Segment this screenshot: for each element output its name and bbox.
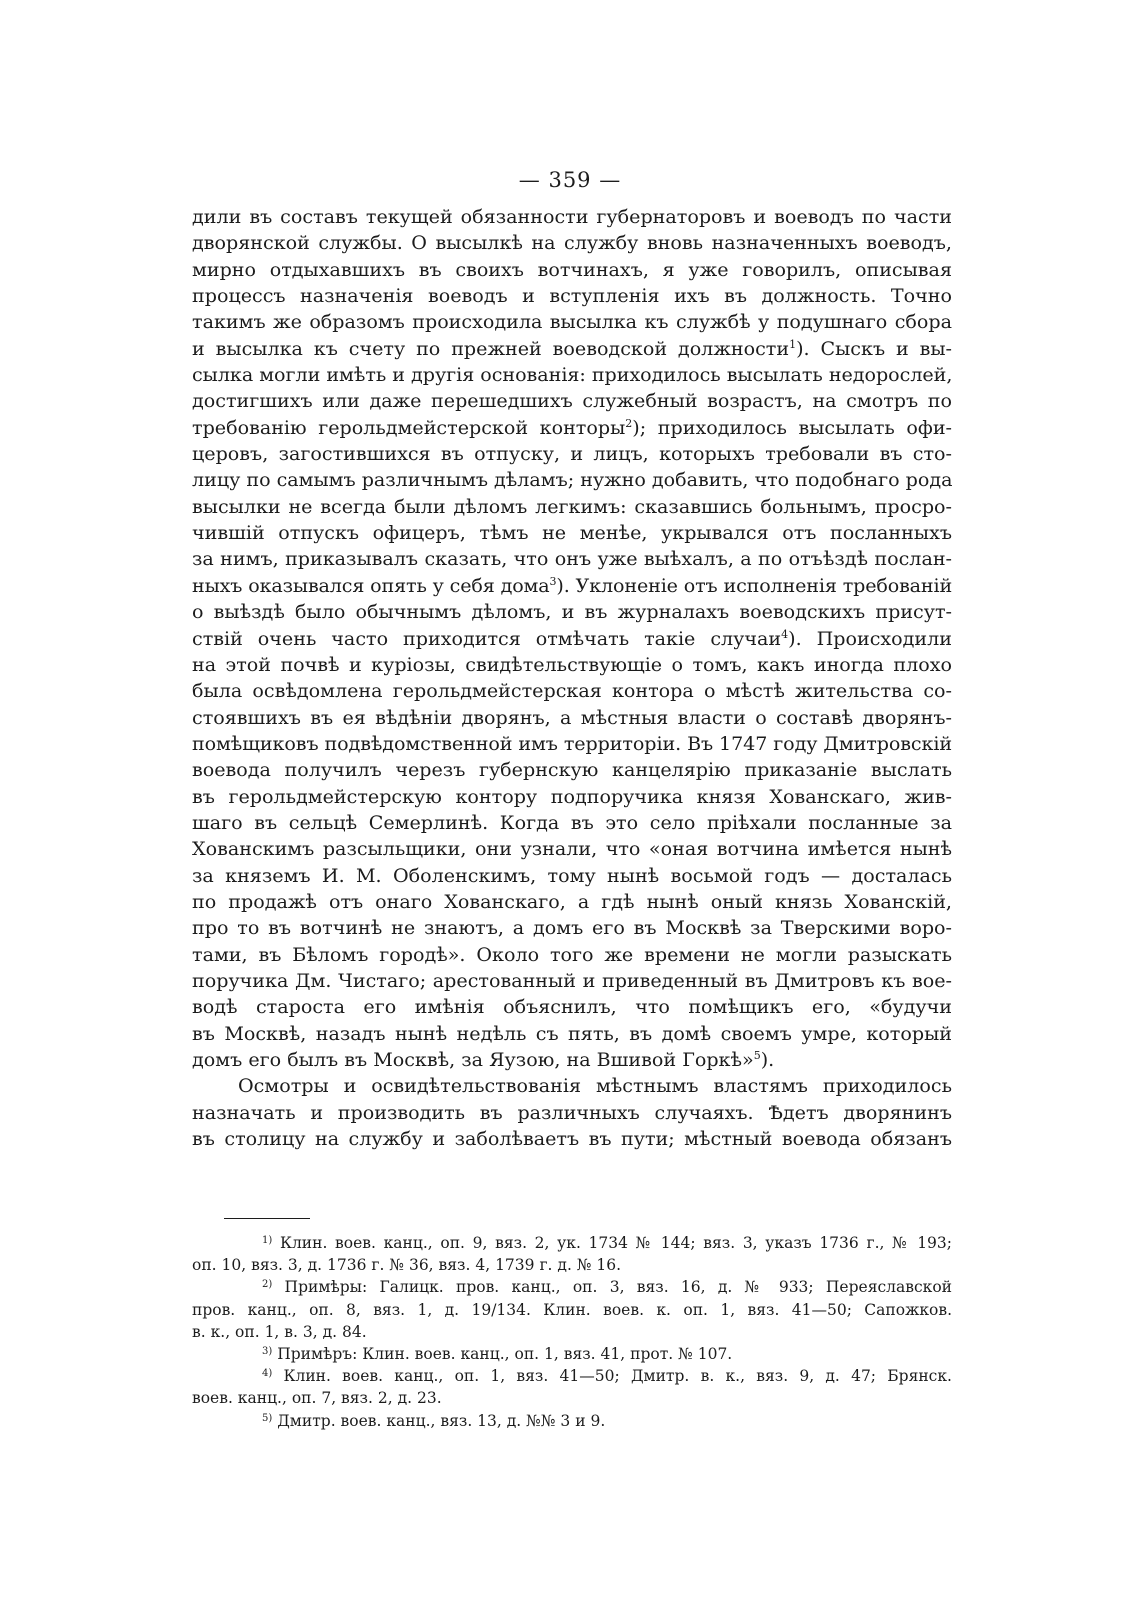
body-text — [192, 204, 952, 1152]
text-line: Хованскимъ разсыльщики, они узнали, что «оная вотчина имѣется нынѣ — [192, 837, 952, 861]
text-line — [192, 626, 952, 652]
footnote-text: Примѣръ: Клин. воев. канц., оп. 1, вяз. 41, прот. № 107. — [277, 1345, 733, 1364]
text-line: высылки не всегда были дѣломъ легкимъ: сказавшись больнымъ, просро- — [192, 494, 952, 518]
text-line: процессъ назначенія воеводъ и вступленія ихъ въ должность. Точно — [192, 284, 952, 308]
text-line: дворянской службы. О высылкѣ на службу вновь назначенныхъ воеводъ, — [192, 231, 952, 255]
footnote-mark: 4) — [262, 1368, 273, 1380]
footnote-line: воев. канц., оп. 7, вяз. 2, д. 23. — [192, 1389, 442, 1408]
text-line: въ Москвѣ, назадъ нынѣ недѣль съ пять, въ домѣ своемъ умре, который — [192, 1021, 952, 1045]
text-run: ). — [760, 1048, 775, 1071]
text-run: ). Уклоненіе отъ исполненія требованій — [556, 573, 953, 597]
footnote-line — [192, 1343, 952, 1365]
text-line: дили въ составъ текущей обязанности губернаторовъ и воеводъ по части — [192, 205, 952, 228]
text-run: домъ его былъ въ Москвѣ, за Яузою, на Вшивой Горкѣ» — [192, 1048, 754, 1071]
footnote-ref: 5 — [753, 1049, 761, 1062]
text-line: назначать и производить въ различныхъ случаяхъ. Ѣдетъ дворянинъ — [192, 1100, 952, 1124]
text-line: чившій отпускъ офицеръ, тѣмъ не менѣе, укрывался отъ посланныхъ — [192, 521, 952, 545]
text-line — [192, 1047, 952, 1073]
text-line: сылка могли имѣть и другія основанія: приходилось высылать недорослей, — [192, 363, 953, 387]
text-line: про то въ вотчинѣ не знаютъ, а домъ его въ Москвѣ за Тверскими воро- — [192, 916, 952, 940]
footnote-text: Примѣры: Галицк. пров. канц., оп. 3, вяз. 16, д. № 933; Переяславской — [284, 1278, 952, 1297]
footnote-mark: 2) — [262, 1279, 273, 1291]
text-line — [192, 415, 952, 441]
text-line: Осмотры и освидѣтельствованія мѣстнымъ властямъ приходилось — [238, 1074, 952, 1098]
text-run: ). Происходили — [788, 626, 952, 650]
text-line — [192, 573, 952, 599]
footnote-line — [192, 1410, 952, 1432]
page-number: — 359 — — [518, 168, 622, 192]
text-line: достигшихъ или даже перешедшихъ служебный возрастъ, на смотръ по — [192, 389, 952, 413]
text-line: въ столицу на службу и заболѣваетъ въ пути; мѣстный воевода обязанъ — [192, 1127, 952, 1151]
text-run: и высылка къ счету по прежней воеводской должности — [192, 336, 790, 360]
footnote-line: оп. 10, вяз. 3, д. 1736 г. № 36, вяз. 4, 1739 г. д. № 16. — [192, 1256, 622, 1275]
footnote-separator — [224, 1218, 310, 1219]
footnote-mark: 1) — [262, 1235, 273, 1246]
text-line: за княземъ И. М. Оболенскимъ, тому нынѣ восьмой годъ — досталась — [192, 863, 952, 887]
text-line: тами, въ Бѣломъ городѣ». Около того же времени не могли разыскать — [192, 942, 952, 966]
text-line: по продажѣ отъ онаго Хованскаго, а гдѣ нынѣ оный князь Хованскій, — [192, 889, 952, 913]
footnote-text: Дмитр. воев. канц., вяз. 13, д. №№ 3 и 9. — [277, 1411, 606, 1430]
text-line: шаго въ сельцѣ Семерлинѣ. Когда въ это село пріѣхали посланные за — [192, 810, 952, 834]
footnotes — [192, 1232, 952, 1432]
text-line: церовъ, загостившихся въ отпуску, и лицъ, которыхъ требовали въ сто- — [192, 442, 952, 466]
footnote-line — [192, 1232, 952, 1254]
text-line: водѣ староста его имѣнія объяснилъ, что помѣщикъ его, «будучи — [192, 995, 952, 1019]
footnote-line: в. к., оп. 1, в. 3, д. 84. — [192, 1322, 367, 1341]
text-line — [192, 336, 952, 362]
text-line: за нимъ, приказывалъ сказать, что онъ уже выѣхалъ, а по отъѣздѣ послан- — [192, 547, 952, 571]
footnote-ref: 2 — [625, 416, 633, 430]
footnote-line — [192, 1365, 952, 1387]
footnote-ref: 4 — [781, 627, 789, 641]
text-run: ). Сыскъ и вы- — [796, 336, 952, 360]
footnote-line: пров. канц., оп. 8, вяз. 1, д. 19/134. Клин. воев. к. оп. 1, вяз. 41—50; Сапожков. — [192, 1300, 952, 1319]
text-line: воевода получилъ черезъ губернскую канцелярію приказаніе выслать — [192, 758, 952, 782]
footnote-line — [192, 1276, 952, 1298]
text-line: такимъ же образомъ происходила высылка къ службѣ у подушнаго сбора — [192, 310, 952, 334]
footnote-ref: 3 — [549, 574, 557, 588]
text-line: поручика Дм. Чистаго; арестованный и приведенный въ Дмитровъ къ вое- — [192, 968, 952, 992]
text-line: была освѣдомлена герольдмейстерская контора о мѣстѣ жительства со- — [192, 679, 952, 703]
footnote-mark: 5) — [262, 1412, 273, 1424]
text-line: стоявшихъ въ ея вѣдѣніи дворянъ, а мѣстныя власти о составѣ дворянъ- — [192, 705, 952, 729]
text-run: требованію герольдмейстерской конторы — [192, 415, 626, 439]
text-line: мирно отдыхавшихъ въ своихъ вотчинахъ, я уже говорилъ, описывая — [192, 257, 952, 281]
text-line: о выѣздѣ было обычнымъ дѣломъ, и въ журналахъ воеводскихъ присут- — [192, 600, 952, 624]
footnote-text: Клин. воев. канц., оп. 1, вяз. 41—50; Дмитр. в. к., вяз. 9, д. 47; Брянск. — [283, 1367, 952, 1386]
text-run: ныхъ оказывался опять у себя дома — [192, 573, 550, 597]
text-line: въ герольдмейстерскую контору подпоручика князя Хованскаго, жив- — [192, 784, 952, 808]
text-line: помѣщиковъ подвѣдомственной имъ территоріи. Въ 1747 году Дмитровскій — [192, 731, 953, 755]
text-run: ствій очень часто приходится отмѣчать такіе случаи — [192, 626, 782, 650]
text-line: на этой почвѣ и куріозы, свидѣтельствующіе о томъ, какъ иногда плохо — [192, 652, 952, 676]
footnote-ref: 1 — [789, 337, 797, 351]
text-run: ); приходилось высылать офи- — [632, 415, 953, 439]
footnote-mark: 3) — [262, 1346, 273, 1358]
text-line: лицу по самымъ различнымъ дѣламъ; нужно добавить, что подобнаго рода — [192, 468, 953, 492]
footnote-text: Клин. воев. канц., оп. 9, вяз. 2, ук. 1734 № 144; вяз. 3, указъ 1736 г., № 193; — [279, 1234, 952, 1252]
